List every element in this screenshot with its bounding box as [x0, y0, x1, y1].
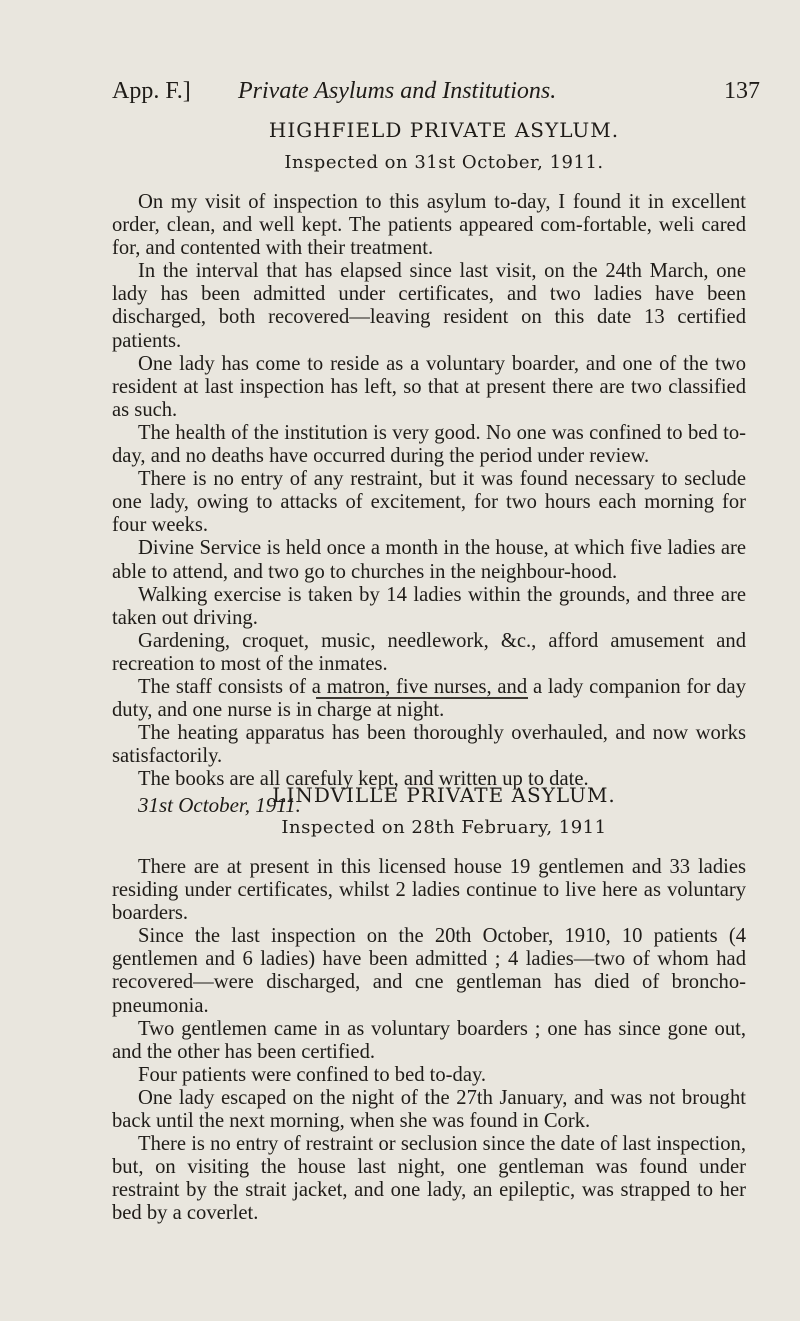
paragraph: One lady escaped on the night of the 27th January, and was not brought back until the next morning, when she was found in Cork. — [112, 1086, 746, 1133]
paragraph: On my visit of inspection to this asylum to-day, I found it in excellent order, clean, and well kept. The patients appeared com-fortable, weli cared for, and contented with their treatment. — [112, 191, 746, 260]
lindville-section — [112, 783, 746, 1226]
paragraph: Four patients were confined to bed to-day. — [138, 1063, 487, 1086]
paragraph: There is no entry of restraint or seclusion since the date of last inspection, but, on visiting the house last night, one gentleman was found under restraint by the strait jacket, and one lady, an epileptic, was strapped to her bed by a coverlet. — [112, 1133, 746, 1225]
paragraph: There are at present in this licensed house 19 gentlemen and 33 ladies residing under certificates, whilst 2 ladies continue to live here as voluntary boarders. — [112, 856, 746, 925]
paragraph: There is no entry of any restraint, but it was found necessary to seclude one lady, owing to attacks of excitement, for two hours each morning for four weeks. — [112, 468, 746, 537]
paragraph: Divine Service is held once a month in the house, at which five ladies are able to attend, and two go to churches in the neighbour-hood. — [112, 537, 746, 583]
paragraph: The health of the institution is very good. No one was confined to bed to-day, and no deaths have occurred during the period under review. — [112, 421, 746, 468]
paragraph: Two gentlemen came in as voluntary boarders ; one has since gone out, and the other has been certified. — [112, 1017, 746, 1063]
section-divider — [316, 697, 528, 699]
running-head — [112, 78, 760, 108]
running-title: Private Asylums and Institutions. — [238, 78, 557, 104]
appendix-label: App. F.] — [112, 78, 191, 104]
paragraph: Walking exercise is taken by 14 ladies within the grounds, and three are taken out driving. — [112, 583, 746, 629]
inspection-date: Inspected on 28th February, 1911 — [281, 817, 607, 838]
paragraph: The books are all carefuly kept, and written up to date. — [138, 768, 589, 791]
section-title: LINDVILLE PRIVATE ASYLUM. — [272, 783, 616, 807]
section-title: HIGHFIELD PRIVATE ASYLUM. — [268, 118, 620, 142]
report-date: 31st October, 1911. — [138, 793, 301, 818]
paragraph: One lady has come to reside as a voluntary boarder, and one of the two resident at last inspection has left, so that at present there are two classified as such. — [112, 352, 746, 421]
paragraph: Since the last inspection on the 20th October, 1910, 10 patients (4 gentlemen and 6 ladies) have been admitted ; 4 ladies—two of whom had recovered—were discharged, and cne gentleman has died of broncho-pneumonia. — [112, 925, 746, 1017]
highfield-section — [112, 118, 746, 818]
inspection-date: Inspected on 31st October, 1911. — [284, 152, 604, 173]
page-number: 137 — [724, 78, 760, 104]
paragraph: Gardening, croquet, music, needlework, &c., afford amusement and recreation to most of the inmates. — [112, 629, 746, 675]
paragraph: In the interval that has elapsed since last visit, on the 24th March, one lady has been admitted under certificates, and two ladies have been discharged, both recovered—leaving resident on this date 13 certified patients. — [112, 260, 746, 352]
paragraph: The heating apparatus has been thoroughly overhauled, and now works satisfactorily. — [112, 722, 746, 768]
paragraph: The staff consists of a matron, five nurses, and a lady companion for day duty, and one nurse is in charge at night. — [112, 675, 746, 722]
